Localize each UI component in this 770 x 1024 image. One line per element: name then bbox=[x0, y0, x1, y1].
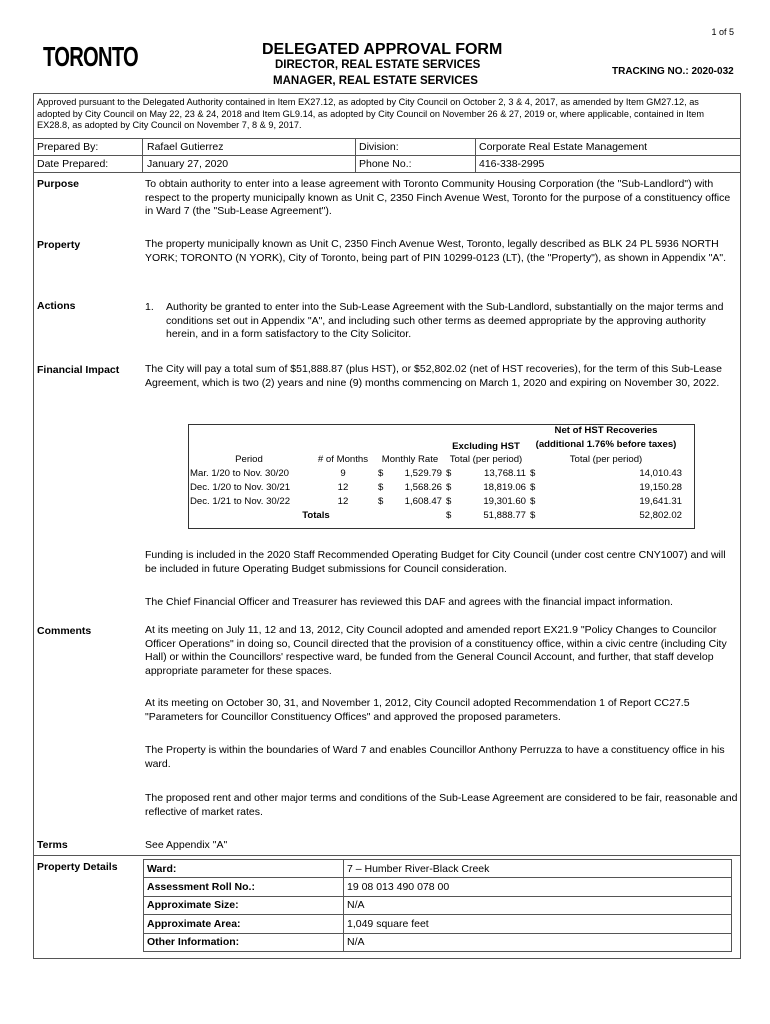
tracking-number: TRACKING NO.: 2020-032 bbox=[612, 66, 734, 77]
logo-wordmark: TORONTO bbox=[43, 41, 139, 72]
comment-3-text: The Property is within the boundaries of Ward 7 and enables Councillor Anthony Perruzza to have a constituency office in his ward. bbox=[145, 744, 725, 770]
division-label: Division: bbox=[359, 141, 399, 153]
currency-symbol: $ bbox=[378, 495, 384, 507]
action-1-text: Authority be granted to enter into the Sub-Lease Agreement with the Sub-Landlord, substantially on the major terms and conditions set out in Appendix "A", and including such other terms as deemed appropriate by the approving authority herein, and in a form satisfactory to the City Solicitor. bbox=[166, 301, 724, 340]
row-period: Dec. 1/21 to Nov. 30/22 bbox=[190, 495, 291, 507]
totals-row bbox=[188, 508, 684, 522]
divider bbox=[33, 138, 741, 139]
table-row bbox=[188, 466, 684, 480]
col-total-header: Total (per period) bbox=[449, 453, 523, 465]
cfo-text: The Chief Financial Officer and Treasurer has reviewed this DAF and agrees with the financial impact information. bbox=[145, 596, 673, 608]
row-net: 19,150.28 bbox=[639, 481, 682, 493]
phone-label: Phone No.: bbox=[359, 158, 412, 170]
divider bbox=[355, 138, 356, 172]
currency-symbol: $ bbox=[378, 467, 384, 479]
net-hst-subheader: (additional 1.76% before taxes) bbox=[535, 439, 677, 450]
other-information-value: N/A bbox=[344, 933, 732, 951]
form-subtitle-director: DIRECTOR, REAL ESTATE SERVICES bbox=[275, 59, 481, 71]
currency-symbol: $ bbox=[446, 481, 452, 493]
table-row bbox=[144, 915, 732, 933]
row-months: 12 bbox=[337, 481, 349, 493]
prepared-by-label: Prepared By: bbox=[37, 141, 99, 153]
assessment-roll-label: Assessment Roll No.: bbox=[144, 878, 344, 896]
currency-symbol: $ bbox=[530, 467, 536, 479]
terms-label: Terms bbox=[37, 839, 68, 851]
col-period-header: Period bbox=[235, 453, 263, 465]
row-total: 18,819.06 bbox=[483, 481, 526, 493]
comment-2-text: At its meeting on October 30, 31, and November 1, 2012, City Council adopted Recommendation 1 of Report CC27.5 "Parameters for Councillor Constituency Offices" and approved the proposed parameters. bbox=[145, 697, 690, 723]
action-number: 1. bbox=[145, 301, 154, 313]
table-row bbox=[188, 494, 684, 508]
approximate-area-label: Approximate Area: bbox=[144, 915, 344, 933]
table-row bbox=[144, 860, 732, 878]
row-period: Dec. 1/20 to Nov. 30/21 bbox=[190, 481, 291, 493]
divider bbox=[33, 855, 741, 856]
page-indicator: 1 of 5 bbox=[711, 27, 734, 37]
row-period: Mar. 1/20 to Nov. 30/20 bbox=[190, 467, 290, 479]
row-net: 19,641.31 bbox=[639, 495, 682, 507]
phone-value: 416-338-2995 bbox=[479, 158, 545, 170]
row-net: 14,010.43 bbox=[639, 467, 682, 479]
table-row bbox=[144, 878, 732, 896]
col-months-header: # of Months bbox=[317, 453, 369, 465]
table-row bbox=[188, 480, 684, 494]
property-text: The property municipally known as Unit C, 2350 Finch Avenue West, Toronto, legally described as BLK 24 PL 5936 NORTH YORK; TORONTO (N YORK), City of Toronto, being part of PIN 10299-0123 (LT), (the "Property"), as shown in Appendix "A". bbox=[145, 238, 726, 264]
currency-symbol: $ bbox=[446, 495, 452, 507]
currency-symbol: $ bbox=[446, 467, 452, 479]
col-monthly-header: Monthly Rate bbox=[381, 453, 439, 465]
divider bbox=[33, 172, 741, 173]
row-total: 19,301.60 bbox=[483, 495, 526, 507]
total-net-hst: 52,802.02 bbox=[639, 509, 682, 521]
purpose-text: To obtain authority to enter into a lease agreement with Toronto Community Housing Corporation (the "Sub-Landlord") with respect to the property municipally known as Unit C, 2350 Finch Avenue West, Toronto for the purpose of a constituency office in Ward 7 (the "Sub-Lease Agreement"). bbox=[145, 178, 731, 217]
divider bbox=[33, 155, 741, 156]
financial-table bbox=[188, 424, 684, 522]
currency-symbol: $ bbox=[530, 495, 536, 507]
date-prepared-value: January 27, 2020 bbox=[147, 158, 229, 170]
form-subtitle-manager: MANAGER, REAL ESTATE SERVICES bbox=[273, 75, 478, 87]
row-monthly: 1,529.79 bbox=[404, 467, 442, 479]
currency-symbol: $ bbox=[446, 509, 452, 521]
terms-text: See Appendix "A" bbox=[145, 839, 228, 851]
row-months: 9 bbox=[340, 467, 346, 479]
currency-symbol: $ bbox=[530, 509, 536, 521]
table-row bbox=[144, 933, 732, 951]
total-excluding-hst: 51,888.77 bbox=[483, 509, 526, 521]
approximate-size-label: Approximate Size: bbox=[144, 896, 344, 914]
comment-1-text: At its meeting on July 11, 12 and 13, 2012, City Council adopted and amended report EX21.9 "Policy Changes to Councilor Officer Operations" in doing so, Council directed that the provision of a constituency office, within a civic centre (including City Hall) or within the Councillors' respective ward, be funded from the General Council Account, and further, that staff develop appropriate parameter for these spaces. bbox=[145, 624, 727, 677]
other-information-label: Other Information: bbox=[144, 933, 344, 951]
prepared-by-value: Rafael Gutierrez bbox=[147, 141, 224, 153]
comments-label: Comments bbox=[37, 625, 92, 637]
divider bbox=[475, 138, 476, 172]
comment-4-text: The proposed rent and other major terms and conditions of the Sub-Lease Agreement are considered to be fair, reasonable and reflective of market rates. bbox=[145, 792, 738, 818]
row-monthly: 1,608.47 bbox=[404, 495, 442, 507]
financial-impact-text: The City will pay a total sum of $51,888.87 (plus HST), or $52,802.02 (net of HST recoveries), for the term of this Sub-Lease Agreement, which is two (2) years and nine (9) months commencing on March 1, 2020 and expiring on November 30, 2022. bbox=[145, 363, 722, 389]
property-details-label: Property Details bbox=[37, 861, 118, 873]
funding-text: Funding is included in the 2020 Staff Recommended Operating Budget for City Council (under cost centre CNY1007) and will be included in future Operating Budget submissions for Council consideration. bbox=[145, 549, 726, 575]
date-prepared-label: Date Prepared: bbox=[37, 158, 109, 170]
divider bbox=[142, 138, 143, 172]
col-total-net-header: Total (per period) bbox=[569, 453, 643, 465]
currency-symbol: $ bbox=[378, 481, 384, 493]
ward-value: 7 – Humber River-Black Creek bbox=[344, 860, 732, 878]
row-months: 12 bbox=[337, 495, 349, 507]
form-title: DELEGATED APPROVAL FORM bbox=[262, 41, 503, 58]
row-total: 13,768.11 bbox=[484, 467, 526, 479]
currency-symbol: $ bbox=[530, 481, 536, 493]
property-details-table bbox=[143, 859, 732, 952]
purpose-label: Purpose bbox=[37, 178, 80, 190]
approximate-area-value: 1,049 square feet bbox=[344, 915, 732, 933]
approximate-size-value: N/A bbox=[344, 896, 732, 914]
assessment-roll-value: 19 08 013 490 078 00 bbox=[344, 878, 732, 896]
excluding-hst-header: Excluding HST bbox=[452, 441, 520, 452]
actions-label: Actions bbox=[37, 300, 76, 312]
row-monthly: 1,568.26 bbox=[404, 481, 442, 493]
toronto-logo bbox=[40, 28, 175, 72]
division-value: Corporate Real Estate Management bbox=[479, 141, 648, 153]
ward-label: Ward: bbox=[144, 860, 344, 878]
approval-authority-text: Approved pursuant to the Delegated Authority contained in Item EX27.12, as adopted by City Council on October 2, 3 & 4, 2017, as amended by Item GM27.12, as adopted by City Council on May 22, 23 & 24, 2018 and Item GL9.14, as adopted by City Council on November 26 & 27, 2019 or, where applicable, contained in Item EX28.8, as adopted by City Council on November 7, 8 & 9, 2017. bbox=[37, 97, 705, 130]
table-row bbox=[144, 896, 732, 914]
property-label: Property bbox=[37, 239, 81, 251]
totals-label: Totals bbox=[302, 509, 330, 521]
financial-impact-label: Financial Impact bbox=[37, 364, 120, 376]
net-hst-header: Net of HST Recoveries bbox=[554, 425, 658, 436]
